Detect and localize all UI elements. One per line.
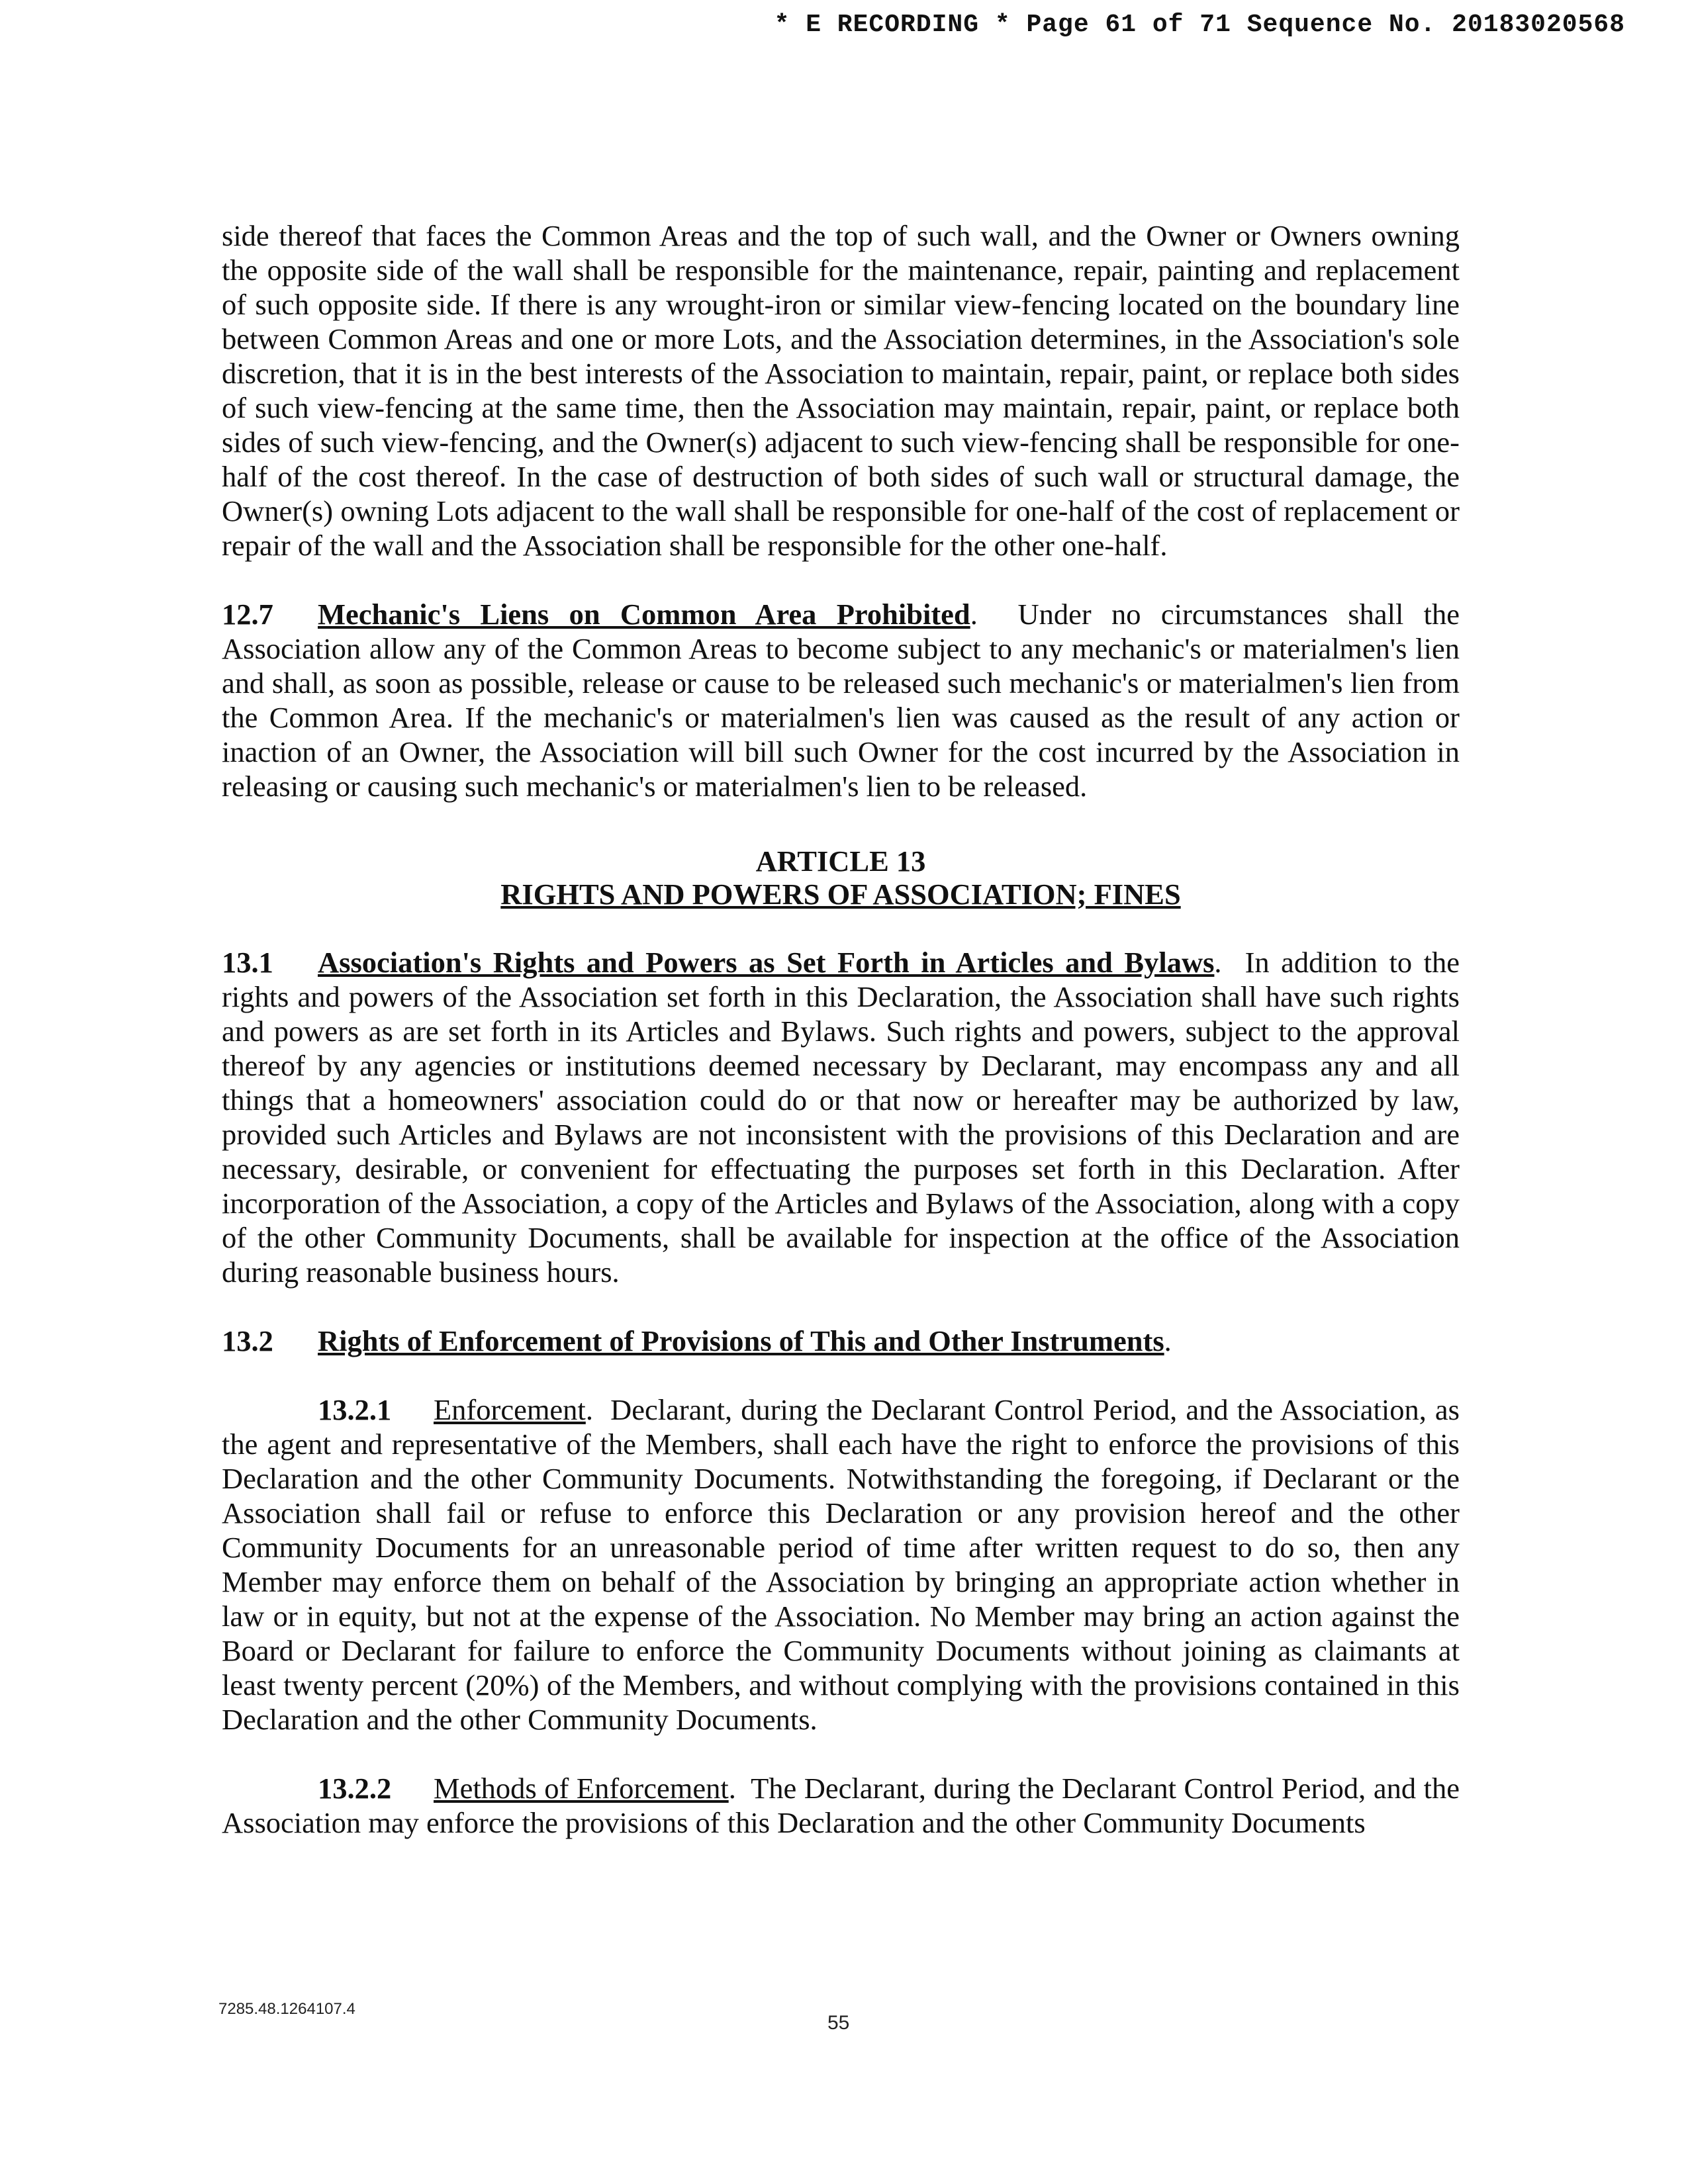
article-number: ARTICLE 13 [755, 844, 926, 878]
section-number: 13.2 [222, 1324, 273, 1357]
section-13-2-1: 13.2.1 Enforcement. Declarant, during the Declarant Control Period, and the Association, as the agent and representative of the Members, shall each have the right to enforce the provisions of this Declaration and the other Community Documents. Notwithstanding the foregoing, if Declarant or the Association shall fail or refuse to enforce this Declaration or any provision hereof and the other Community Documents for an unreasonable period of time after written request to do so, then any Member may enforce them on behalf of the Association by bringing an appropriate action whether in law or in equity, but not at the expense of the Association. No Member may bring an action against the Board or Declarant for failure to enforce the Community Documents without joining as claimants at least twenty percent (20%) of the Members, and without complying with the provisions contained in this Declaration and the other Community Documents. [222, 1393, 1460, 1736]
section-title: Association's Rights and Powers as Set Forth in Articles and Bylaws [318, 946, 1215, 979]
document-body [222, 218, 1460, 1840]
subsection-text: Declarant, during the Declarant Control Period, and the Association, as the agent and representative of the Members, shall each have the right to enforce the provisions of this Declaration and the other Community Documents. Notwithstanding the foregoing, if Declarant or the Association shall fail or refuse to enforce this Declaration or any provision hereof and the other Community Documents for an unreasonable period of time after written request to do so, then any Member may enforce them on behalf of the Association by bringing an appropriate action whether in law or in equity, but not at the expense of the Association. No Member may bring an action against the Board or Declarant for failure to enforce the Community Documents without joining as claimants at least twenty percent (20%) of the Members, and without complying with the provisions contained in this Declaration and the other Community Documents. [222, 1393, 1460, 1736]
section-13-2-2: 13.2.2 Methods of Enforcement. The Declarant, during the Declarant Control Period, and the Association may enforce the provisions of this Declaration and the other Community Documents [222, 1772, 1460, 1839]
subsection-text: The Declarant, during the Declarant Control Period, and the Association may enforce the provisions of this Declaration and the other Community Documents [222, 1772, 1460, 1839]
subsection-number: 13.2.1 [318, 1393, 392, 1426]
section-title: Mechanic's Liens on Common Area Prohibited [318, 598, 970, 631]
section-13-1: 13.1 Association's Rights and Powers as Set Forth in Articles and Bylaws. In addition to the rights and powers of the Association set forth in this Declaration, the Association shall have such rights and powers as are set forth in its Articles and Bylaws. Such rights and powers, subject to the approval thereof by any agencies or institutions deemed necessary by Declarant, may encompass any and all things that a homeowners' association could do or that now or hereafter may be authorized by law, provided such Articles and Bylaws are not inconsistent with the provisions of this Declaration and are necessary, desirable, or convenient for effectuating the purposes set forth in this Declaration. After incorporation of the Association, a copy of the Articles and Bylaws of the Association, along with a copy of the other Community Documents, shall be available for inspection at the office of the Association during reasonable business hours. [222, 946, 1460, 1289]
section-12-7: 12.7 Mechanic's Liens on Common Area Prohibited. Under no circumstances shall the Association allow any of the Common Areas to become subject to any mechanic's or materialmen's lien and shall, as soon as possible, release or cause to be released such mechanic's or materialmen's lien from the Common Area. If the mechanic's or materialmen's lien was caused as the result of any action or inaction of an Owner, the Association will bill such Owner for the cost incurred by the Association in releasing or causing such mechanic's or materialmen's lien to be released. [222, 598, 1460, 803]
section-title: Rights of Enforcement of Provisions of This and Other Instruments [318, 1324, 1164, 1357]
page-number: 55 [827, 2012, 850, 2034]
section-number: 13.1 [222, 946, 273, 979]
document-id: 7285.48.1264107.4 [218, 2000, 355, 2018]
subsection-title: Methods of Enforcement [434, 1772, 729, 1805]
section-13-2: 13.2 Rights of Enforcement of Provisions of This and Other Instruments. [222, 1324, 1172, 1357]
section-number: 12.7 [222, 598, 273, 631]
subsection-title: Enforcement [434, 1393, 586, 1426]
article-title: RIGHTS AND POWERS OF ASSOCIATION; FINES [500, 878, 1181, 911]
section-text: In addition to the rights and powers of the Association set forth in this Declaration, the Association shall have such rights and powers as are set forth in its Articles and Bylaws. Such rights and powers, subject to the approval thereof by any agencies or institutions deemed necessary by Declarant, may encompass any and all things that a homeowners' association could do or that now or hereafter may be authorized by law, provided such Articles and Bylaws are not inconsistent with the provisions of this Declaration and are necessary, desirable, or convenient for effectuating the purposes set forth in this Declaration. After incorporation of the Association, a copy of the Articles and Bylaws of the Association, along with a copy of the other Community Documents, shall be available for inspection at the office of the Association during reasonable business hours. [222, 946, 1460, 1289]
subsection-number: 13.2.2 [318, 1772, 392, 1805]
article-heading-block [222, 844, 1460, 911]
continued-paragraph: side thereof that faces the Common Areas and the top of such wall, and the Owner or Owners owning the opposite side of the wall shall be responsible for the maintenance, repair, painting and replacement of such opposite side. If there is any wrought-iron or similar view-fencing located on the boundary line between Common Areas and one or more Lots, and the Association determines, in the Association's sole discretion, that it is in the best interests of the Association to maintain, repair, paint, or replace both sides of such view-fencing at the same time, then the Association may maintain, repair, paint, or replace both sides of such view-fencing, and the Owner(s) adjacent to such view-fencing shall be responsible for one-half of the cost thereof. In the case of destruction of both sides of such wall or structural damage, the Owner(s) owning Lots adjacent to the wall shall be responsible for one-half of the cost of replacement or repair of the wall and the Association shall be responsible for the other one-half. [222, 219, 1460, 562]
recording-stamp: * E RECORDING * Page 61 of 71 Sequence No. 20183020568 [774, 11, 1625, 39]
section-text: Under no circumstances shall the Association allow any of the Common Areas to become subject to any mechanic's or materialmen's lien and shall, as soon as possible, release or cause to be released such mechanic's or materialmen's lien from the Common Area. If the mechanic's or materialmen's lien was caused as the result of any action or inaction of an Owner, the Association will bill such Owner for the cost incurred by the Association in releasing or causing such mechanic's or materialmen's lien to be released. [222, 598, 1460, 803]
